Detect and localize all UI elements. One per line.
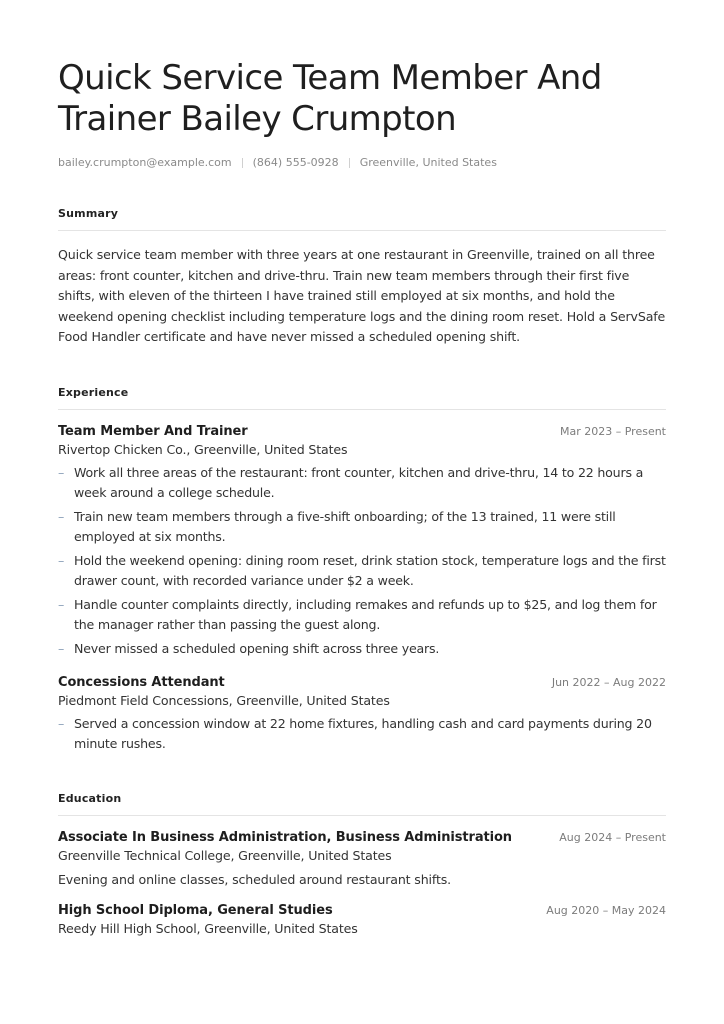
education-entry — [58, 830, 666, 887]
bullet-text: Work all three areas of the restaurant: front counter, kitchen and drive-thru, 14 to 22 hours a week around a college schedule. — [74, 464, 644, 500]
dash-icon: – — [58, 508, 65, 524]
bullet-item — [58, 639, 666, 659]
section-divider — [58, 815, 666, 816]
dash-icon: – — [58, 464, 65, 480]
section-divider — [58, 230, 666, 231]
education-note: Evening and online classes, scheduled around restaurant shifts. — [58, 871, 452, 887]
degree-title: Associate In Business Administration, Business Administration — [58, 829, 512, 845]
degree-title: High School Diploma, General Studies — [58, 902, 333, 918]
contact-email: bailey.crumpton@example.com — [58, 156, 232, 169]
education-heading: Education — [58, 791, 122, 805]
job-bullets — [58, 463, 666, 659]
job-bullets — [58, 714, 666, 754]
bullet-text: Served a concession window at 22 home fixtures, handling cash and card payments during 20 minute rushes. — [74, 715, 652, 751]
bullet-item — [58, 714, 666, 754]
experience-entry — [58, 424, 666, 659]
education-dates: Aug 2020 – May 2024 — [546, 903, 666, 917]
experience-entry — [58, 675, 666, 754]
dash-icon: – — [58, 596, 65, 612]
school-name: Greenville Technical College, Greenville, United States — [58, 847, 392, 863]
dash-icon: – — [58, 640, 65, 656]
bullet-text: Never missed a scheduled opening shift across three years. — [74, 640, 440, 656]
contact-line — [58, 156, 666, 169]
dash-icon: – — [58, 552, 65, 568]
contact-phone: (864) 555-0928 — [252, 156, 339, 169]
school-name: Reedy Hill High School, Greenville, United States — [58, 920, 358, 936]
job-dates: Jun 2022 – Aug 2022 — [551, 675, 666, 689]
education-entry — [58, 903, 666, 936]
experience-heading: Experience — [58, 385, 129, 399]
job-employer: Piedmont Field Concessions, Greenville, United States — [58, 692, 390, 708]
page-title: Quick Service Team Member And Trainer Bailey Crumpton — [58, 58, 602, 139]
summary-text: Quick service team member with three years at one restaurant in Greenville, trained on all three areas: front counter, kitchen and drive-thru. Train new team members through their first five shifts, with eleven of the thirteen I have trained still employed at six months, and hold the weekend opening checklist including temperature logs and the dining room reset. Hold a ServSafe Food Handler certificate and have never missed a scheduled opening shift. — [58, 247, 666, 344]
contact-location: Greenville, United States — [359, 156, 497, 169]
bullet-item — [58, 463, 666, 503]
education-dates: Aug 2024 – Present — [559, 830, 666, 844]
job-title: Concessions Attendant — [58, 674, 225, 690]
bullet-item — [58, 507, 666, 547]
bullet-text: Handle counter complaints directly, including remakes and refunds up to $25, and log them for the manager rather than passing the guest along. — [74, 596, 657, 632]
contact-divider — [349, 158, 350, 168]
bullet-item — [58, 551, 666, 591]
dash-icon: – — [58, 715, 65, 731]
bullet-text: Hold the weekend opening: dining room reset, drink station stock, temperature logs and the first drawer count, with recorded variance under $2 a week. — [74, 552, 666, 588]
job-title: Team Member And Trainer — [58, 423, 248, 439]
summary-heading: Summary — [58, 207, 119, 220]
bullet-text: Train new team members through a five-shift onboarding; of the 13 trained, 11 were still employed at six months. — [74, 508, 616, 544]
job-employer: Rivertop Chicken Co., Greenville, United States — [58, 441, 348, 457]
section-divider — [58, 409, 666, 410]
job-dates: Mar 2023 – Present — [559, 424, 666, 438]
contact-divider — [242, 158, 243, 168]
bullet-item — [58, 595, 666, 635]
